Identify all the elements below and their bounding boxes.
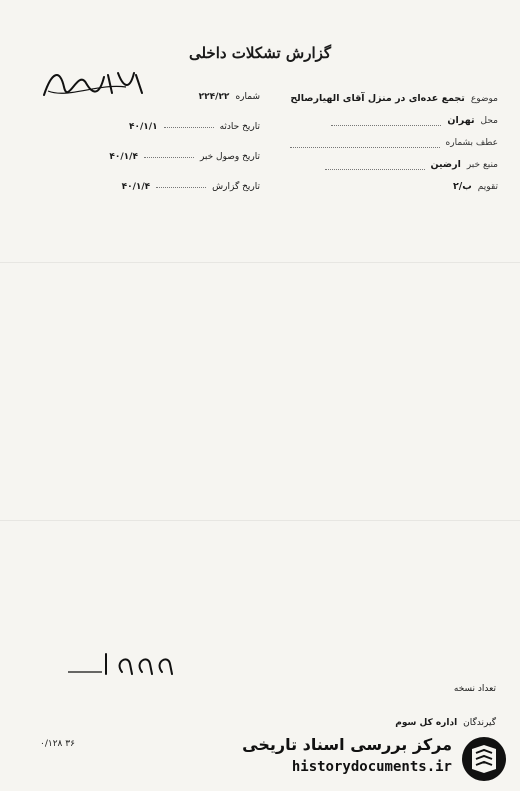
recipients-value: اداره کل سوم xyxy=(395,718,458,728)
footer-number-text: ۱۸۲۲ xyxy=(132,670,135,671)
source-row xyxy=(258,148,498,170)
ref-dotted-line xyxy=(290,146,440,148)
subject-label: موضوع xyxy=(470,94,498,104)
assessment-label: تقویم xyxy=(477,182,498,192)
watermark-url: historydocuments.ir xyxy=(291,759,452,775)
incident-date-label: تاریخ حادثه xyxy=(219,122,260,132)
archive-code: ۳۶ ۰/۱۲۸ xyxy=(40,739,75,749)
number-label: شماره xyxy=(235,92,260,102)
incident-date-line xyxy=(164,127,214,128)
copies-row xyxy=(276,672,496,706)
header-right-block xyxy=(258,82,498,192)
source-label: منبع خبر xyxy=(466,160,498,170)
archive-logo-icon xyxy=(460,735,508,783)
received-date-row xyxy=(40,142,260,172)
report-date-line xyxy=(156,187,206,188)
place-label: محل xyxy=(480,116,498,126)
recipients-label: گیرندگان xyxy=(463,718,496,728)
report-date-row xyxy=(40,172,260,202)
received-date-value: ۴۰/۱/۴ xyxy=(109,152,138,162)
received-date-label: تاریخ وصول خبر xyxy=(199,152,260,162)
report-date-value: ۴۰/۱/۴ xyxy=(121,182,151,192)
header-left-block xyxy=(40,82,260,202)
report-date-label: تاریخ گزارش xyxy=(212,182,260,192)
copies-label: تعداد نسخه xyxy=(453,684,496,694)
assessment-value: ب/۲ xyxy=(452,181,472,192)
ref-label: عطف بشماره xyxy=(445,138,498,148)
watermark-org-name: مرکز بررسی اسناد تاریخی xyxy=(242,735,452,754)
incident-date-row xyxy=(40,112,260,142)
handwritten-footer-number xyxy=(62,650,202,680)
subject-row xyxy=(258,82,498,104)
source-dotted-line xyxy=(325,168,425,170)
source-value: ارضین xyxy=(430,159,461,170)
subject-value: تجمع عده‌ای در منزل آقای الهیارصالح xyxy=(290,93,465,104)
place-row xyxy=(258,104,498,126)
incident-date-value: ۴۰/۱/۱ xyxy=(129,122,158,132)
ref-row xyxy=(258,126,498,148)
footer-distribution xyxy=(276,672,496,740)
place-dotted-line xyxy=(331,124,441,126)
place-value: تهران xyxy=(447,115,475,126)
received-date-line xyxy=(144,157,194,158)
number-value: ۲۲۴/۲۲ xyxy=(198,92,230,102)
number-row xyxy=(40,82,260,112)
document-title: گزارش تشکلات داخلی xyxy=(188,44,332,62)
assessment-row xyxy=(258,170,498,192)
archive-watermark xyxy=(232,733,514,785)
